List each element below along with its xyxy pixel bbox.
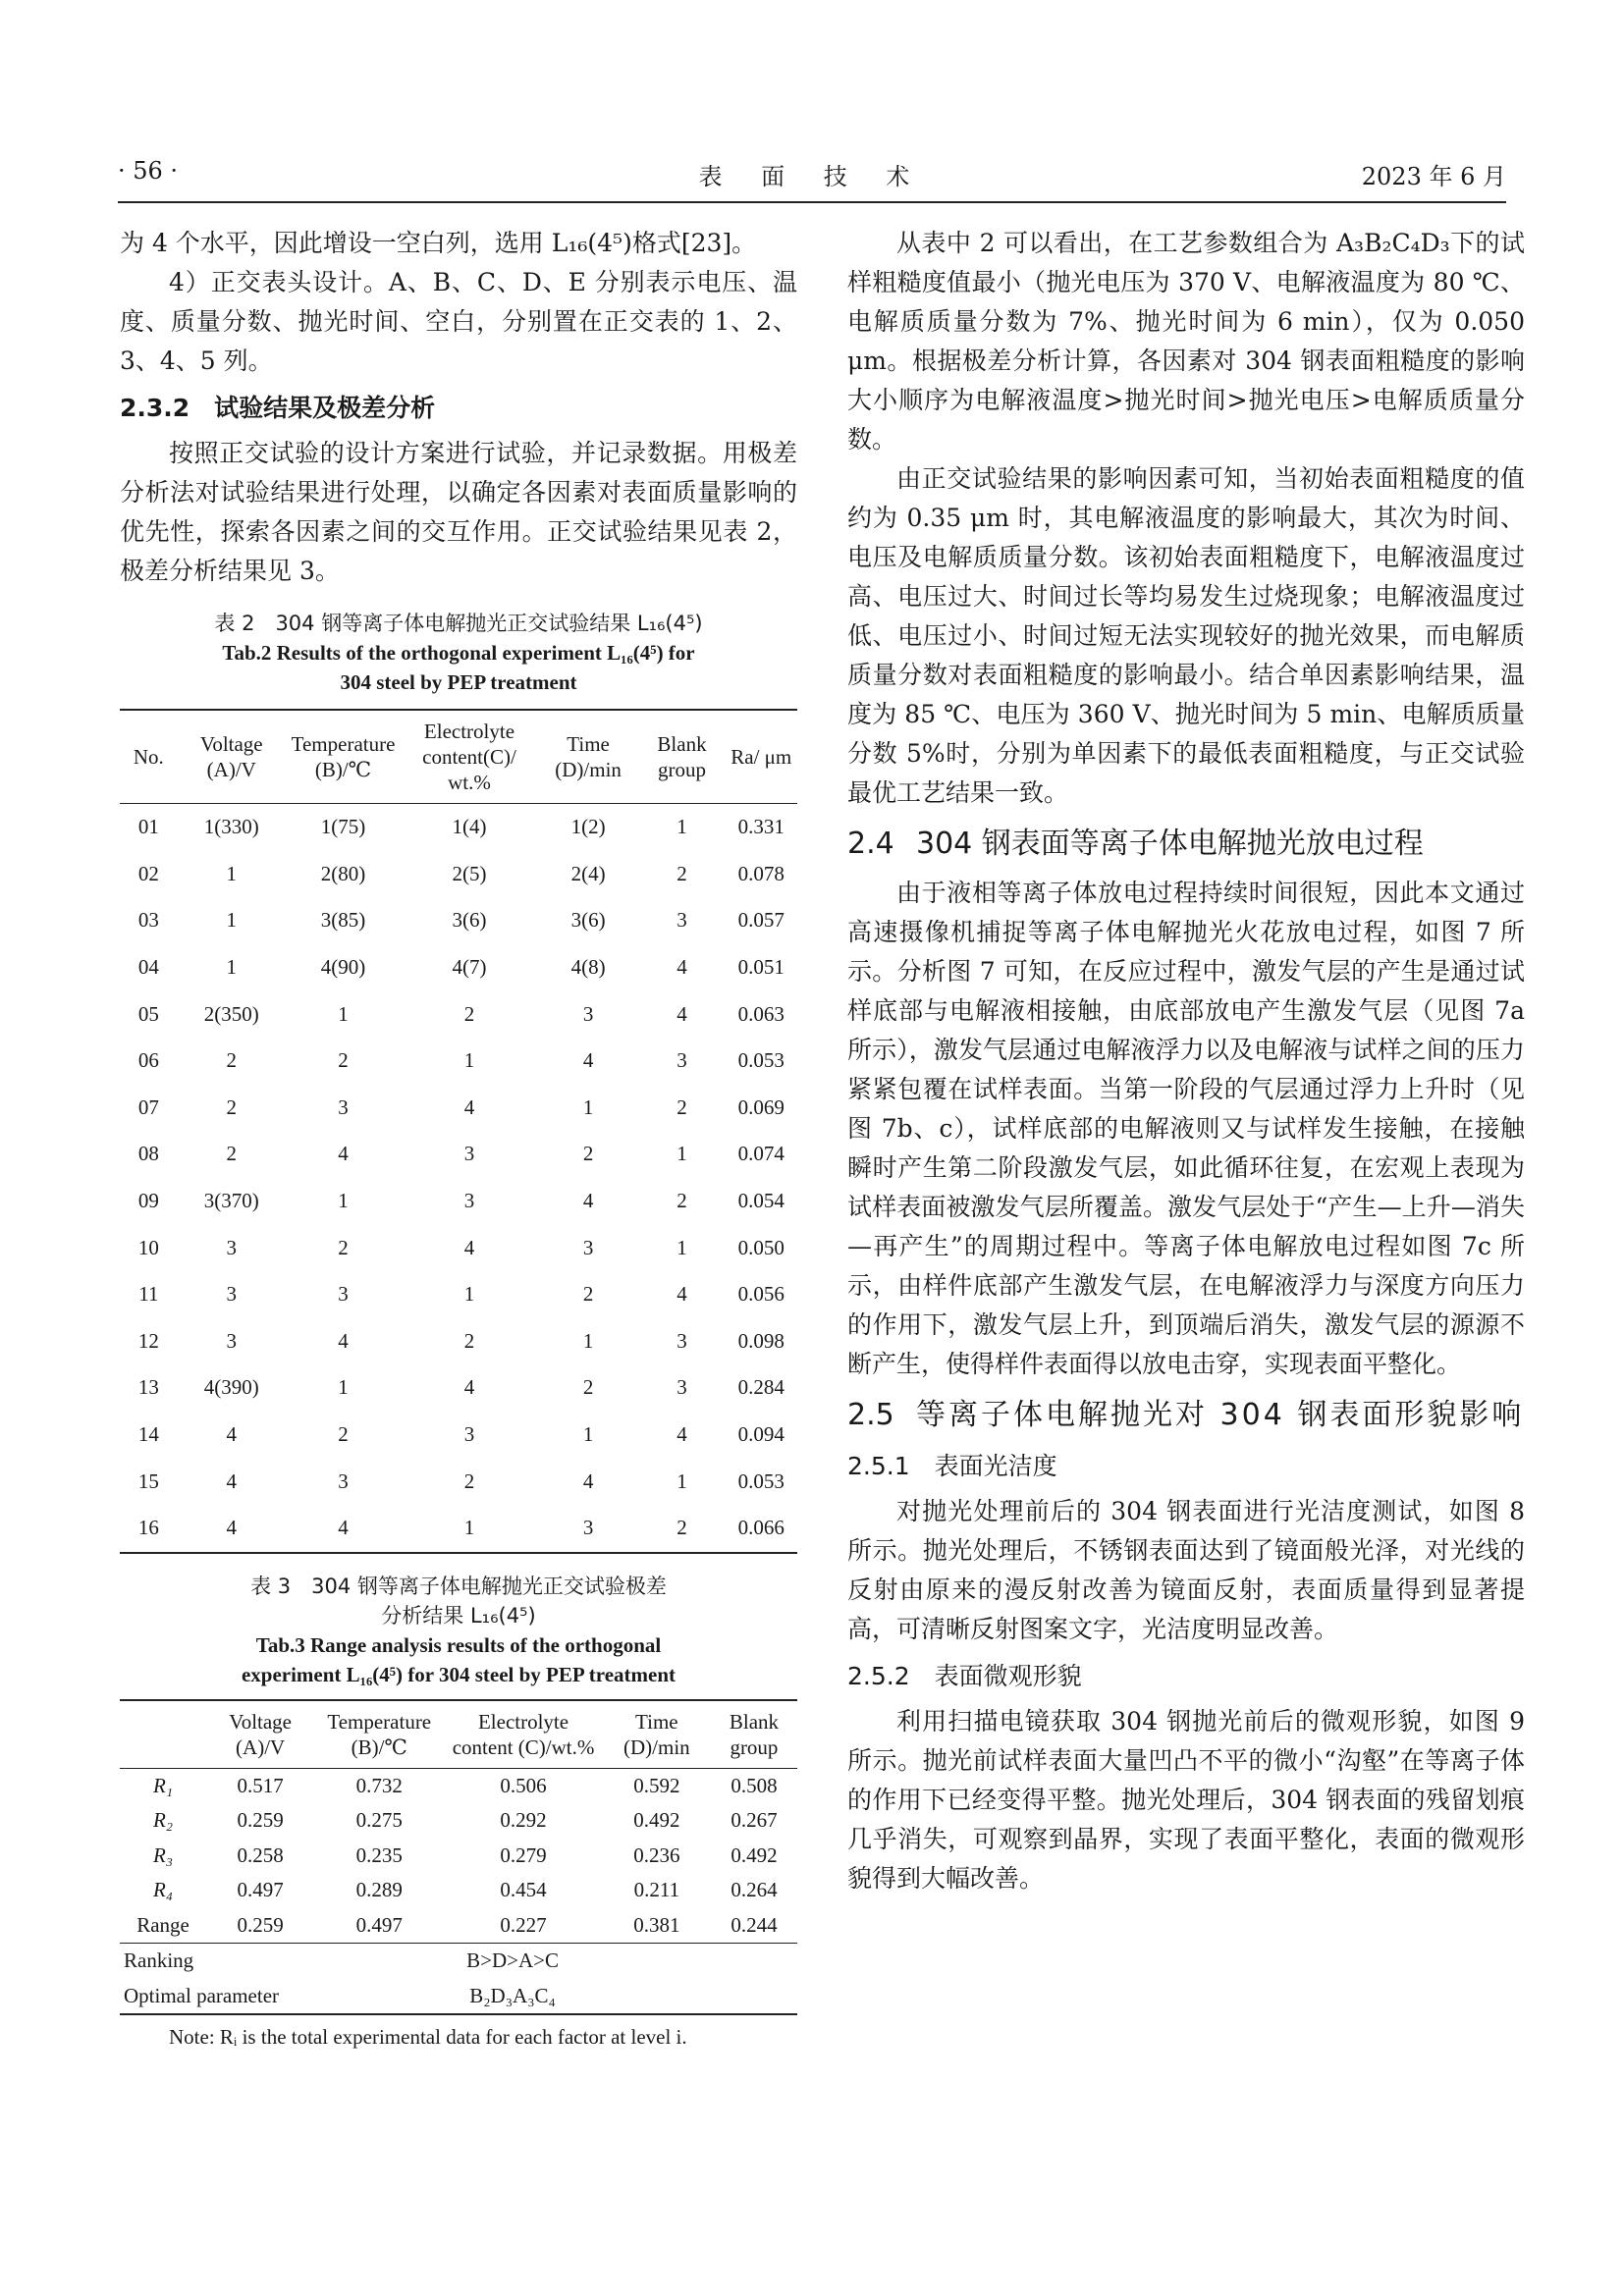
table-cell: 1 [677,1235,687,1259]
table-cell: 2(80) [320,861,366,885]
table-cell: 2 [582,1282,594,1307]
table-cell: 0.289 [355,1878,403,1902]
table-cell: 0.275 [355,1808,403,1833]
table-cell: 1(330) [203,815,259,839]
paragraph: 从表中 2 可以看出，在工艺参数组合为 A₃B₂C₄D₃下的试样粗糙度值最小（抛光电压为 370 V、电解液温度为 80 ℃、电解质质量分数为 7%、抛光时间为 6 min），仅为 0.050 μm。根据极差分析计算，各因素对 304 钢表面粗糙度的影响大小顺序为电解液温度>抛光时间>抛光电压>电解质质量分数。 [847,229,1525,454]
table-cell: 0.267 [731,1808,778,1833]
paragraph: 4）正交表头设计。A、B、C、D、E 分别表示电压、温度、质量分数、抛光时间、空白，分别置在正交表的 1、2、3、4、5 列。 [120,268,797,375]
table3-caption-en: experiment L₁₆(4⁵) for 304 steel by PEP treatment [241,1662,677,1686]
table-cell: 0.259 [206,1908,314,1944]
table-cell: 4 [463,1235,475,1259]
table-cell: 4 [338,1516,349,1540]
table-row [120,851,797,898]
optimal-label: Optimal parameter [124,1983,280,2007]
table-row [120,990,797,1038]
table-cell: 2 [677,1516,687,1540]
column-header: Electrolyte content(C)/ wt.% [422,720,516,794]
table-cell: 0.497 [237,1878,284,1902]
table-cell: 2 [677,1189,687,1213]
column-header: Electrolyte content (C)/wt.% [452,1709,595,1759]
column-header: Temperature (B)/℃ [327,1709,432,1759]
table-cell: 3 [226,1328,237,1353]
table3-caption-en: Tab.3 Range analysis results of the orthogonal [255,1632,662,1657]
table-cell: 0.094 [737,1422,785,1447]
table-cell: 0.264 [731,1878,778,1902]
table-cell: R₃ [152,1842,174,1867]
table-cell: 2 [582,1142,594,1166]
table-row [120,1364,797,1412]
table-cell: 0.074 [737,1142,785,1166]
table-cell: 4 [677,955,687,980]
table-cell: 0.292 [500,1808,547,1833]
subsection-heading-2-5-1: 2.5.1 表面光洁度 [847,1452,1057,1480]
table-cell: 16 [137,1516,159,1540]
table-cell: 11 [138,1282,159,1307]
table-cell: 3 [677,1048,687,1073]
table-cell: 0.454 [500,1878,547,1902]
paragraph: 由正交试验结果的影响因素可知，当初始表面粗糙度的值约为 0.35 μm 时，其电解液温度的影响最大，其次为时间、电压及电解质质量分数。该初始表面粗糙度下，电解液温度过高、电压过大、时间过长等均易发生过烧现象；电解液温度过低、电压过小、时间过短无法实现较好的抛光效果，而电解质质量分数对表面粗糙度的影响最小。结合单因素影响结果，温度为 85 ℃、电压为 360 V、抛光时间为 5 min、电解质质量分数 5%时，分别为单因素下的最低表面粗糙度，与正交试验最优工艺结果一致。 [847,464,1525,807]
table-cell: 0.492 [633,1808,680,1833]
table-cell: 3 [463,1189,475,1213]
table-cell: 0.492 [731,1842,778,1867]
table-row [120,1131,797,1178]
table-cell: R₂ [152,1808,174,1833]
table-cell: 2 [463,1468,475,1493]
table-cell: Range [120,1908,206,1944]
table-row [120,1873,797,1908]
section-number: 2.4 [847,827,894,861]
table-cell: 2 [677,861,687,885]
column-header: Blank group [729,1709,780,1759]
table-header-row [120,710,797,804]
table-cell: 3 [677,908,687,933]
table-cell: 0.259 [237,1808,284,1833]
table-cell: 3(370) [203,1189,259,1213]
table-row [120,1803,797,1839]
table-row [120,1178,797,1225]
table-cell: 4 [582,1468,594,1493]
table-cell: 13 [137,1375,159,1400]
table-cell: 04 [137,955,159,980]
table-cell: 0.050 [737,1235,785,1259]
table-cell: 3 [338,1282,349,1307]
header-rule [118,201,1506,203]
table-cell: 4 [677,1282,687,1307]
table-row [120,1224,797,1271]
ranking-value: B>D>A>C [466,1949,559,1973]
column-header: Ra/ μm [731,745,792,769]
table-cell: 4(390) [203,1375,259,1400]
table-cell: 3 [338,1468,349,1493]
table-cell: 2 [226,1095,237,1119]
table-cell: 1 [226,955,237,980]
table-cell: 0.098 [737,1328,785,1353]
column-header: No. [133,745,164,769]
table-cell: 0.063 [737,1001,785,1026]
table-cell: 2 [582,1375,594,1400]
table-cell: 09 [137,1189,159,1213]
table-cell: 3(6) [452,908,487,933]
table-cell: 2(350) [203,1001,259,1026]
table-cell: 4 [226,1422,237,1447]
table-cell: 0.066 [737,1516,785,1540]
table-header-row [120,1700,797,1769]
journal-title: 表 面 技 术 [698,163,926,190]
table-row [120,1458,797,1505]
column-header: Voltage (A)/V [229,1709,293,1759]
table-cell: 0.053 [737,1048,785,1073]
table2-caption-zh: 表 2 304 钢等离子体电解抛光正交试验结果 L₁₆(4⁵) [214,612,703,635]
table-cell: 0.056 [737,1282,785,1307]
section-number: 2.5 [847,1398,894,1432]
table-cell: 2 [226,1048,237,1073]
section-title: 等离子体电解抛光对 304 钢表面形貌影响 [916,1398,1525,1432]
table-cell: 3 [582,1516,594,1540]
subsection-heading-2-5-2: 2.5.2 表面微观形貌 [847,1662,1082,1690]
right-column [847,224,1525,1898]
table-cell: 0.211 [633,1878,680,1902]
table-cell: 0.054 [737,1189,785,1213]
table-cell: 1 [463,1516,475,1540]
table-cell: 1 [338,1001,349,1026]
table-cell: 0.244 [711,1908,797,1944]
table-cell: 0.732 [355,1773,403,1797]
table-cell: 1 [677,815,687,839]
column-header: Time (D)/min [555,732,622,781]
table-cell: 1(4) [452,815,487,839]
table-row [120,1318,797,1365]
table-cell: 07 [137,1095,159,1119]
table-cell: 4 [226,1468,237,1493]
table-cell: 1 [582,1095,594,1119]
table-cell: 06 [137,1048,159,1073]
table-cell: 4 [463,1375,475,1400]
table-2 [120,709,797,1554]
table-cell: 4 [582,1189,594,1213]
paragraph: 为 4 个水平，因此增设一空白列，选用 L₁₆(4⁵)格式[23]。 [120,229,757,257]
section-heading-2-4 [847,821,1525,868]
table-cell: 01 [137,815,159,839]
table-cell: 4(90) [320,955,366,980]
table-cell: 3 [226,1282,237,1307]
table-cell: 2 [463,1001,475,1026]
table-cell: 08 [137,1142,159,1166]
table-cell: 0.258 [237,1842,284,1867]
table-cell: 0.236 [633,1842,680,1867]
table-row [120,1768,797,1803]
table3-caption-zh: 分析结果 L₁₆(4⁵) [381,1603,536,1628]
table-cell: 1 [677,1468,687,1493]
table-cell: 03 [137,908,159,933]
paragraph: 由于液相等离子体放电过程持续时间很短，因此本文通过高速摄像机捕捉等离子体电解抛光火花放电过程，如图 7 所示。分析图 7 可知，在反应过程中，激发气层的产生是通过试样底部与电解液相接触，由底部放电产生激发气层（见图 7a 所示），激发气层通过电解液浮力以及电解液与试样之间的压力紧紧包覆在试样表面。当第一阶段的气层通过浮力上升时（见图 7b、c），试样底部的电解液则又与试样发生接触，在接触瞬时产生第二阶段激发气层，如此循环往复，在宏观上表现为试样表面被激发气层所覆盖。激发气层处于“产生—上升—消失—再产生”的周期过程中。等离子体电解放电过程如图 7c 所示，由样件底部产生激发气层，在电解液浮力与深度方向压力的作用下，激发气层上升，到顶端后消失，激发气层的源源不断产生，使得样件表面得以放电击穿，实现表面平整化。 [847,879,1525,1378]
table-cell: 0.227 [444,1908,602,1944]
table-cell: 1 [226,861,237,885]
table-cell: 0.517 [237,1773,284,1797]
ranking-label: Ranking [124,1949,194,1973]
column-header: Temperature (B)/℃ [291,732,396,781]
table-cell: 2(4) [570,861,606,885]
table2-caption-en: 304 steel by PEP treatment [340,670,577,694]
table-cell: 0.057 [737,908,785,933]
table-cell: 3 [582,1235,594,1259]
table-cell: 1 [463,1048,475,1073]
table-cell: 2 [463,1328,475,1353]
table-cell: 1 [582,1422,594,1447]
table-cell: 4 [338,1142,349,1166]
paragraph: 对抛光处理前后的 304 钢表面进行光洁度测试，如图 8 所示。抛光处理后，不锈钢表面达到了镜面般光泽，对光线的反射由原来的漫反射改善为镜面反射，表面质量得到显著提高，可清晰反射图案文字，光洁度明显改善。 [847,1497,1525,1643]
paragraph: 按照正交试验的设计方案进行试验，并记录数据。用极差分析法对试验结果进行处理，以确定各因素对表面质量影响的优先性，探索各因素之间的交互作用。正交试验结果见表 2，极差分析结果见 3。 [120,439,797,585]
table-row [120,1839,797,1874]
column-header: Time (D)/min [623,1709,690,1759]
table3-caption-zh: 表 3 304 钢等离子体电解抛光正交试验极差 [250,1574,667,1598]
table-cell: 0.497 [314,1908,444,1944]
table-cell: 2(5) [452,861,487,885]
table-cell: 4(8) [570,955,606,980]
table-cell: 0.506 [500,1773,547,1797]
table-cell: 4 [582,1048,594,1073]
table-row [120,1271,797,1318]
table-row [120,1085,797,1132]
table-cell: 1 [226,908,237,933]
table-cell: 0.331 [737,815,785,839]
column-header: Blank group [657,732,707,781]
page-header [118,157,1506,196]
table-cell: 2 [338,1048,349,1073]
table-cell: 0.051 [737,955,785,980]
table-cell: 3 [677,1375,687,1400]
table-cell: 0.069 [737,1095,785,1119]
table-cell: 4 [226,1516,237,1540]
table-cell: 1 [338,1189,349,1213]
table-cell: 3 [338,1095,349,1119]
table-cell: R₁ [152,1773,174,1797]
table-cell: 4 [463,1095,475,1119]
optimal-value: B₂D₃A₃C₄ [469,1983,556,2007]
column-header [120,1700,206,1769]
table3-note: Note: Rᵢ is the total experimental data for each factor at level i. [169,2025,687,2049]
table-cell: 10 [137,1235,159,1259]
table-cell: R₄ [152,1878,174,1902]
table-cell: 14 [137,1422,159,1447]
page-number: · 56 · [118,157,179,185]
table-cell: 0.235 [355,1842,403,1867]
ranking-row [120,1944,797,1979]
paragraph: 利用扫描电镜获取 304 钢抛光前后的微观形貌，如图 9 所示。抛光前试样表面大量凹凸不平的微小“沟壑”在等离子体的作用下已经变得平整。抛光处理后，304 钢表面的残留划痕几乎消失，可观察到晶界，实现了表面平整化，表面的微观形貌得到大幅改善。 [847,1707,1525,1893]
table-cell: 1 [582,1328,594,1353]
table-cell: 0.508 [731,1773,778,1797]
table-row [120,944,797,991]
table-cell: 2 [677,1095,687,1119]
table-cell: 1 [338,1375,349,1400]
left-column [120,224,797,2051]
table-row [120,804,797,851]
table-cell: 12 [137,1328,159,1353]
issue-date: 2023 年 6 月 [1361,163,1506,190]
table-cell: 4(7) [452,955,487,980]
table-cell: 4 [338,1328,349,1353]
table2-caption-en: Tab.2 Results of the orthogonal experiment L₁₆(4⁵) for [222,641,695,665]
table-cell: 3(6) [570,908,606,933]
table-cell: 1 [463,1282,475,1307]
table-3 [120,1699,797,2016]
table-cell: 05 [137,1001,159,1026]
table-row [120,1908,797,1944]
table-cell: 4 [677,1422,687,1447]
table-cell: 3 [226,1235,237,1259]
subsection-heading-2-3-2: 2.3.2 试验结果及极差分析 [120,394,436,422]
table-cell: 1(2) [570,815,606,839]
table-cell: 0.078 [737,861,785,885]
section-title: 304 钢表面等离子体电解抛光放电过程 [916,827,1424,861]
table-cell: 2 [338,1235,349,1259]
table-cell: 3 [677,1328,687,1353]
table-cell: 2 [338,1422,349,1447]
table-cell: 3 [582,1001,594,1026]
table-cell: 4 [677,1001,687,1026]
table-cell: 02 [137,861,159,885]
table-cell: 1 [677,1142,687,1166]
table-cell: 0.279 [500,1842,547,1867]
table-cell: 0.592 [633,1773,680,1797]
table-cell: 0.381 [603,1908,711,1944]
optimal-row [120,1979,797,2015]
column-header: Voltage (A)/V [199,732,263,781]
table-cell: 15 [137,1468,159,1493]
table-cell: 3 [463,1422,475,1447]
table-cell: 1(75) [320,815,366,839]
table-cell: 0.284 [737,1375,785,1400]
section-heading-2-5 [847,1392,1525,1439]
table-cell: 2 [226,1142,237,1166]
table-row [120,1038,797,1085]
table-cell: 3(85) [320,908,366,933]
table-row [120,1412,797,1459]
table-cell: 0.053 [737,1468,785,1493]
table-row [120,1505,797,1553]
table-cell: 3 [463,1142,475,1166]
table-row [120,897,797,944]
